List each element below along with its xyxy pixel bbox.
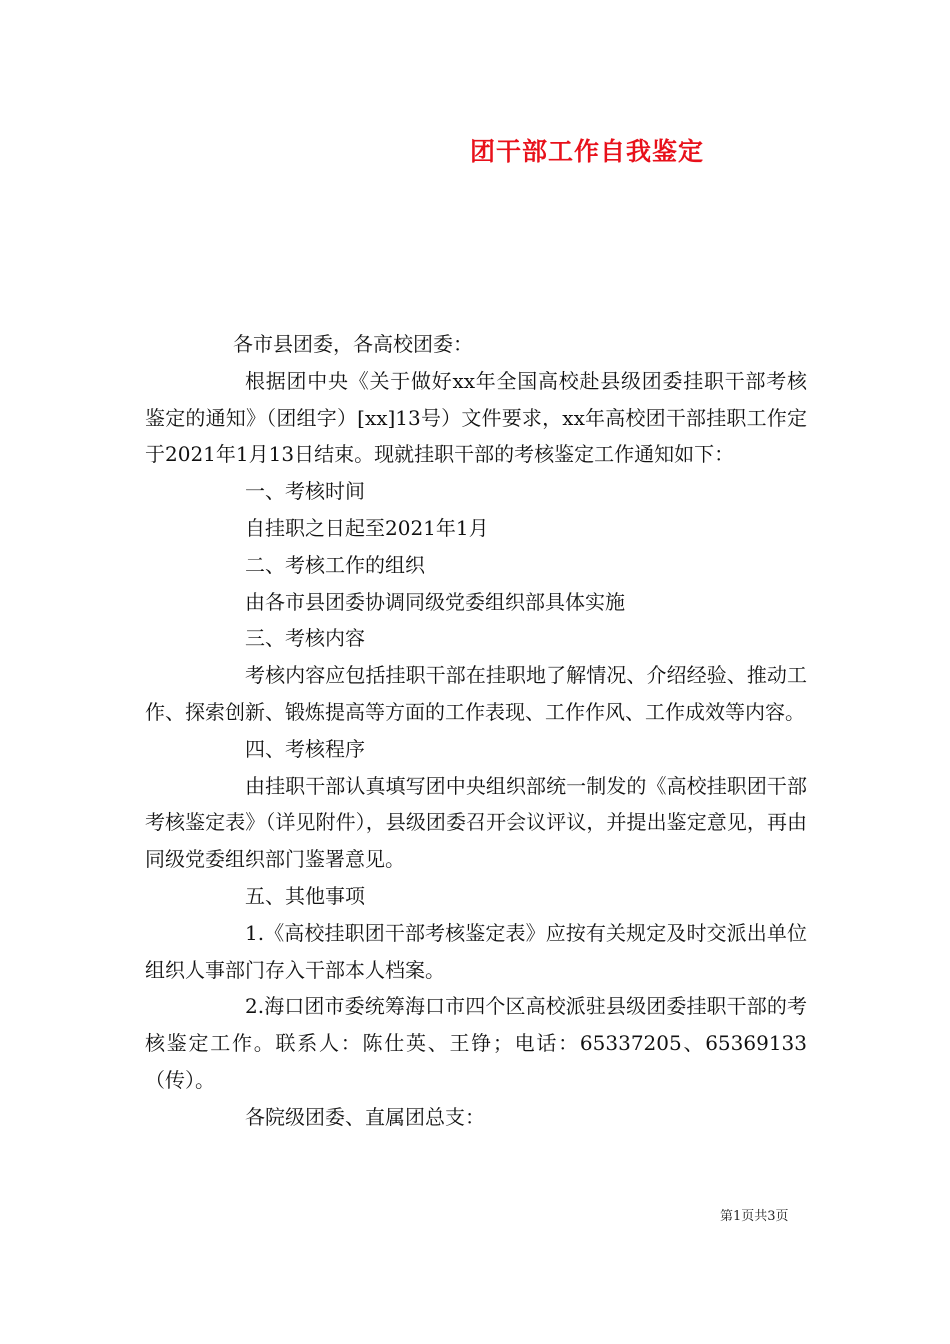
- salutation: 各市县团委，各高校团委：: [233, 332, 473, 356]
- paragraph-time: 自挂职之日起至2021年1月: [245, 515, 489, 540]
- paragraph-intro: 根据团中央《关于做好xx年全国高校赴县级团委挂职干部考核鉴定的通知》（团组字）[xx]13号）文件要求，xx年高校团干部挂职工作定于2021年1月13日结束。现就挂职干部的考核鉴定工作通知如下：: [145, 368, 807, 467]
- paragraph-item-2: 2.海口团市委统筹海口市四个区高校派驻县级团委挂职干部的考核鉴定工作。联系人：陈仕英、王铮；电话：65337205、65369133（传）。: [145, 994, 807, 1092]
- paragraph-closing-salutation: 各院级团委、直属团总支：: [245, 1104, 485, 1129]
- page-indicator: 第1页共3页: [720, 1209, 789, 1224]
- document-body: [145, 326, 807, 1136]
- section-heading-4: 四、考核程序: [245, 736, 365, 761]
- paragraph-content: 考核内容应包括挂职干部在挂职地了解情况、介绍经验、推动工作、探索创新、锻炼提高等方面的工作表现、工作作风、工作成效等内容。: [145, 663, 807, 724]
- paragraph-item-1: 1.《高校挂职团干部考核鉴定表》应按有关规定及时交派出单位组织人事部门存入干部本人档案。: [145, 920, 807, 982]
- paragraph-organization: 由各市县团委协调同级党委组织部具体实施: [245, 589, 625, 614]
- paragraph-procedure: 由挂职干部认真填写团中央组织部统一制发的《高校挂职团干部考核鉴定表》（详见附件），县级团委召开会议评议，并提出鉴定意见，再由同级党委组织部门鉴署意见。: [145, 773, 807, 872]
- document-title: 团干部工作自我鉴定: [470, 137, 705, 166]
- section-heading-2: 二、考核工作的组织: [245, 552, 425, 577]
- section-heading-3: 三、考核内容: [245, 626, 365, 651]
- section-heading-5: 五、其他事项: [245, 883, 365, 908]
- section-heading-1: 一、考核时间: [245, 479, 365, 504]
